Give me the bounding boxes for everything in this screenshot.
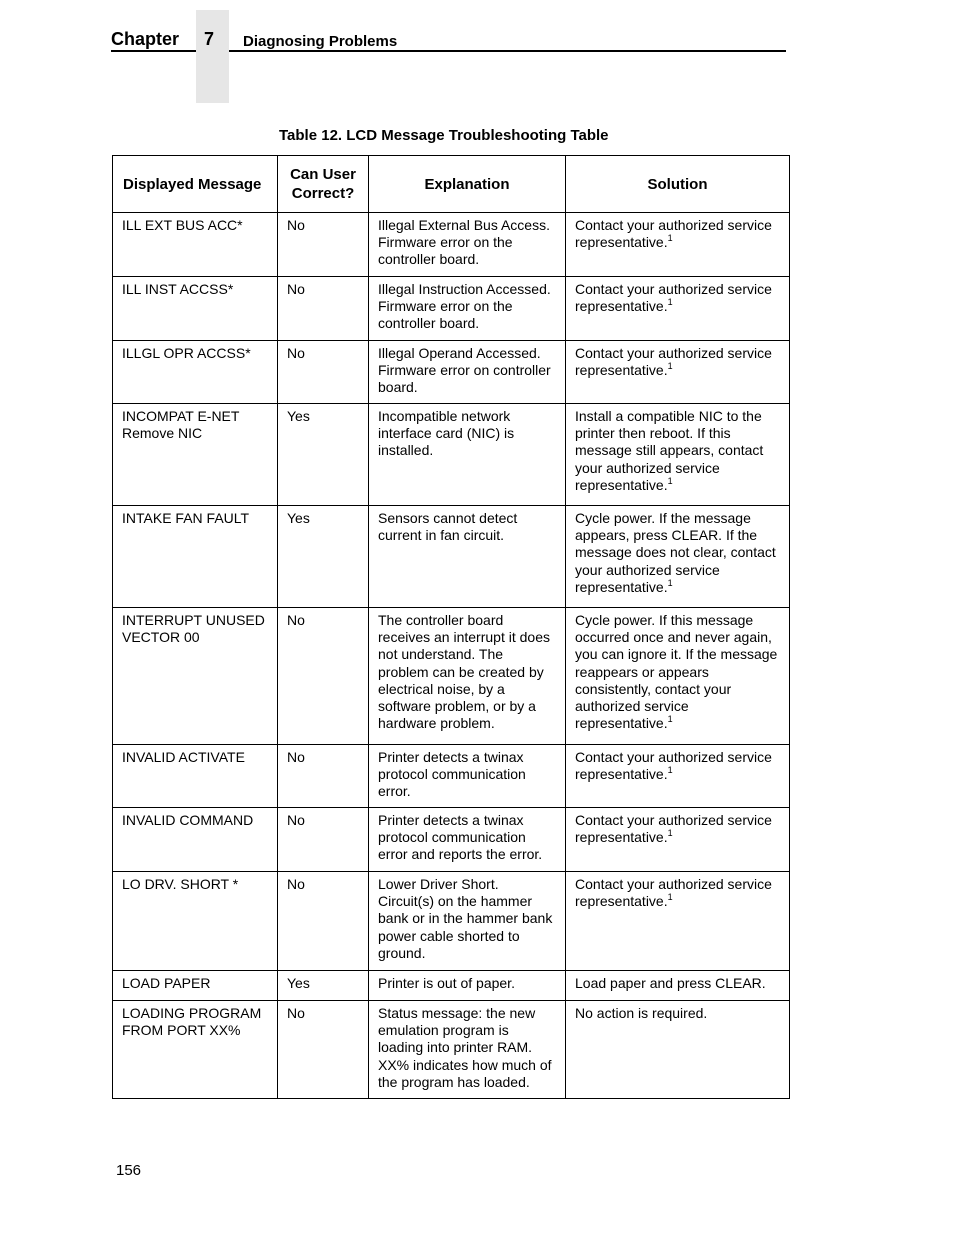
- displayed-message-cell: [113, 1001, 278, 1099]
- can-user-correct-cell-text: No: [287, 1005, 305, 1021]
- explanation-cell: [369, 608, 566, 745]
- displayed-message-cell: [113, 341, 278, 404]
- solution-cell: [566, 404, 790, 506]
- explanation-cell: [369, 808, 566, 872]
- chapter-tab: [196, 10, 229, 103]
- explanation-cell-text: Lower Driver Short. Circuit(s) on the hammer bank or in the hammer bank power cable shorted to ground.: [378, 876, 553, 961]
- explanation-cell: [369, 404, 566, 506]
- displayed-message-cell-text: LOAD PAPER: [122, 975, 211, 991]
- table-row: [113, 341, 790, 404]
- displayed-message-cell: [113, 506, 278, 608]
- displayed-message-cell-text: INTERRUPT UNUSED VECTOR 00: [122, 612, 265, 646]
- explanation-cell-text: The controller board receives an interrupt it does not understand. The problem can be created by electrical noise, by a software problem, or by a hardware problem.: [378, 612, 550, 732]
- explanation-cell-text: Illegal External Bus Access. Firmware error on the controller board.: [378, 217, 550, 268]
- header-rule-right: [229, 50, 786, 52]
- table-row: [113, 506, 790, 608]
- solution-cell-text: Contact your authorized service representative.: [575, 217, 772, 251]
- can-user-correct-cell-text: No: [287, 281, 305, 297]
- table-row: [113, 971, 790, 1001]
- can-user-correct-cell: [278, 872, 369, 971]
- table-row: [113, 277, 790, 341]
- displayed-message-cell-text: LO DRV. SHORT *: [122, 876, 239, 892]
- solution-cell: [566, 608, 790, 745]
- explanation-cell-text: Sensors cannot detect current in fan circuit.: [378, 510, 518, 544]
- can-user-correct-cell: [278, 745, 369, 808]
- displayed-message-cell: [113, 808, 278, 872]
- can-user-correct-cell: [278, 506, 369, 608]
- solution-cell: [566, 872, 790, 971]
- explanation-cell-text: Printer detects a twinax protocol communication error.: [378, 749, 526, 800]
- displayed-message-cell: [113, 872, 278, 971]
- explanation-cell: [369, 971, 566, 1001]
- can-user-correct-cell: [278, 971, 369, 1001]
- solution-cell: [566, 1001, 790, 1099]
- can-user-correct-cell: [278, 277, 369, 341]
- table-row: [113, 608, 790, 745]
- solution-cell-text: Contact your authorized service representative.: [575, 749, 772, 783]
- can-user-correct-cell: [278, 808, 369, 872]
- chapter-label: Chapter: [111, 29, 180, 49]
- solution-cell: [566, 745, 790, 808]
- footnote-marker: 1: [667, 714, 673, 725]
- displayed-message-cell-text: ILL INST ACCSS*: [122, 281, 234, 297]
- can-user-correct-cell-text: No: [287, 876, 305, 892]
- displayed-message-cell-text: INVALID COMMAND: [122, 812, 254, 828]
- table-row: [113, 808, 790, 872]
- can-user-correct-cell-text: No: [287, 749, 305, 765]
- can-user-correct-cell-text: Yes: [287, 408, 310, 424]
- can-user-correct-cell: [278, 404, 369, 506]
- chapter-number: 7: [204, 29, 215, 49]
- can-user-correct-cell: [278, 341, 369, 404]
- table-row: [113, 404, 790, 506]
- header-rule-left: [111, 50, 196, 52]
- solution-cell: [566, 506, 790, 608]
- solution-cell-text: No action is required.: [575, 1005, 708, 1021]
- footnote-marker: 1: [667, 765, 673, 776]
- page-number: 156: [116, 1162, 142, 1179]
- can-user-correct-cell-text: No: [287, 217, 305, 233]
- header-can-user-correct: [278, 156, 369, 213]
- can-user-correct-cell: [278, 608, 369, 745]
- can-user-correct-cell: [278, 213, 369, 277]
- can-user-correct-cell-text: Yes: [287, 975, 310, 991]
- header-explanation: Explanation: [369, 156, 566, 213]
- explanation-cell: [369, 213, 566, 277]
- explanation-cell: [369, 872, 566, 971]
- solution-cell: [566, 971, 790, 1001]
- solution-cell: [566, 213, 790, 277]
- displayed-message-cell-text: INTAKE FAN FAULT: [122, 510, 250, 526]
- table-row: [113, 1001, 790, 1099]
- footnote-marker: 1: [667, 475, 673, 486]
- explanation-cell: [369, 506, 566, 608]
- explanation-cell-text: Printer is out of paper.: [378, 975, 515, 991]
- can-user-correct-cell-text: No: [287, 345, 305, 361]
- explanation-cell-text: Incompatible network interface card (NIC) is installed.: [378, 408, 515, 459]
- can-user-correct-cell-text: No: [287, 612, 305, 628]
- explanation-cell-text: Status message: the new emulation program is loading into printer RAM. XX% indicates how much of the program has loaded.: [378, 1005, 552, 1090]
- solution-cell-text: Cycle power. If the message appears, press CLEAR. If the message does not clear, contact your authorized service representative.: [575, 510, 776, 595]
- solution-cell: [566, 808, 790, 872]
- explanation-cell-text: Illegal Operand Accessed. Firmware error on controller board.: [378, 345, 551, 396]
- lcd-message-table: [112, 155, 790, 1099]
- displayed-message-cell: [113, 404, 278, 506]
- displayed-message-cell: [113, 213, 278, 277]
- displayed-message-cell: [113, 608, 278, 745]
- explanation-cell: [369, 341, 566, 404]
- displayed-message-cell-text: ILLGL OPR ACCSS*: [122, 345, 251, 361]
- footnote-marker: 1: [667, 233, 673, 244]
- solution-cell-text: Load paper and press CLEAR.: [575, 975, 766, 991]
- table-caption: Table 12. LCD Message Troubleshooting Table: [279, 127, 609, 144]
- solution-cell-text: Contact your authorized service representative.: [575, 281, 772, 315]
- displayed-message-cell: [113, 277, 278, 341]
- solution-cell-text: Contact your authorized service representative.: [575, 345, 772, 379]
- can-user-correct-cell: [278, 1001, 369, 1099]
- solution-cell-text: Contact your authorized service representative.: [575, 876, 772, 910]
- table-row: [113, 745, 790, 808]
- footnote-marker: 1: [667, 361, 673, 372]
- explanation-cell: [369, 277, 566, 341]
- footnote-marker: 1: [667, 892, 673, 903]
- footnote-marker: 1: [667, 297, 673, 308]
- displayed-message-cell: [113, 971, 278, 1001]
- footnote-marker: 1: [667, 828, 673, 839]
- solution-cell-text: Contact your authorized service representative.: [575, 812, 772, 846]
- header-can-user-line1: Can User: [290, 166, 356, 183]
- table-row: [113, 213, 790, 277]
- solution-cell: [566, 277, 790, 341]
- displayed-message-cell: [113, 745, 278, 808]
- footnote-marker: 1: [667, 577, 673, 588]
- displayed-message-cell-text: INCOMPAT E-NET Remove NIC: [122, 408, 240, 442]
- can-user-correct-cell-text: No: [287, 812, 305, 828]
- section-title: Diagnosing Problems: [243, 33, 398, 50]
- explanation-cell-text: Illegal Instruction Accessed. Firmware error on the controller board.: [378, 281, 551, 332]
- header-can-user-line2: Correct?: [291, 185, 355, 202]
- solution-cell-text: Cycle power. If this message occurred once and never again, you can ignore it. If the message reappears or appears consistently, contact your authorized service representative.: [575, 612, 778, 732]
- explanation-cell-text: Printer detects a twinax protocol communication error and reports the error.: [378, 812, 543, 863]
- table-row: [113, 872, 790, 971]
- can-user-correct-cell-text: Yes: [287, 510, 310, 526]
- solution-cell-text: Install a compatible NIC to the printer then reboot. If this message still appears, contact your authorized service representative.: [575, 408, 764, 493]
- explanation-cell: [369, 745, 566, 808]
- table-header-row: [113, 156, 790, 213]
- displayed-message-cell-text: INVALID ACTIVATE: [122, 749, 245, 765]
- explanation-cell: [369, 1001, 566, 1099]
- displayed-message-cell-text: LOADING PROGRAM FROM PORT XX%: [122, 1005, 262, 1039]
- solution-cell: [566, 341, 790, 404]
- header-displayed-message: Displayed Message: [113, 156, 278, 213]
- header-solution: Solution: [566, 156, 790, 213]
- displayed-message-cell-text: ILL EXT BUS ACC*: [122, 217, 243, 233]
